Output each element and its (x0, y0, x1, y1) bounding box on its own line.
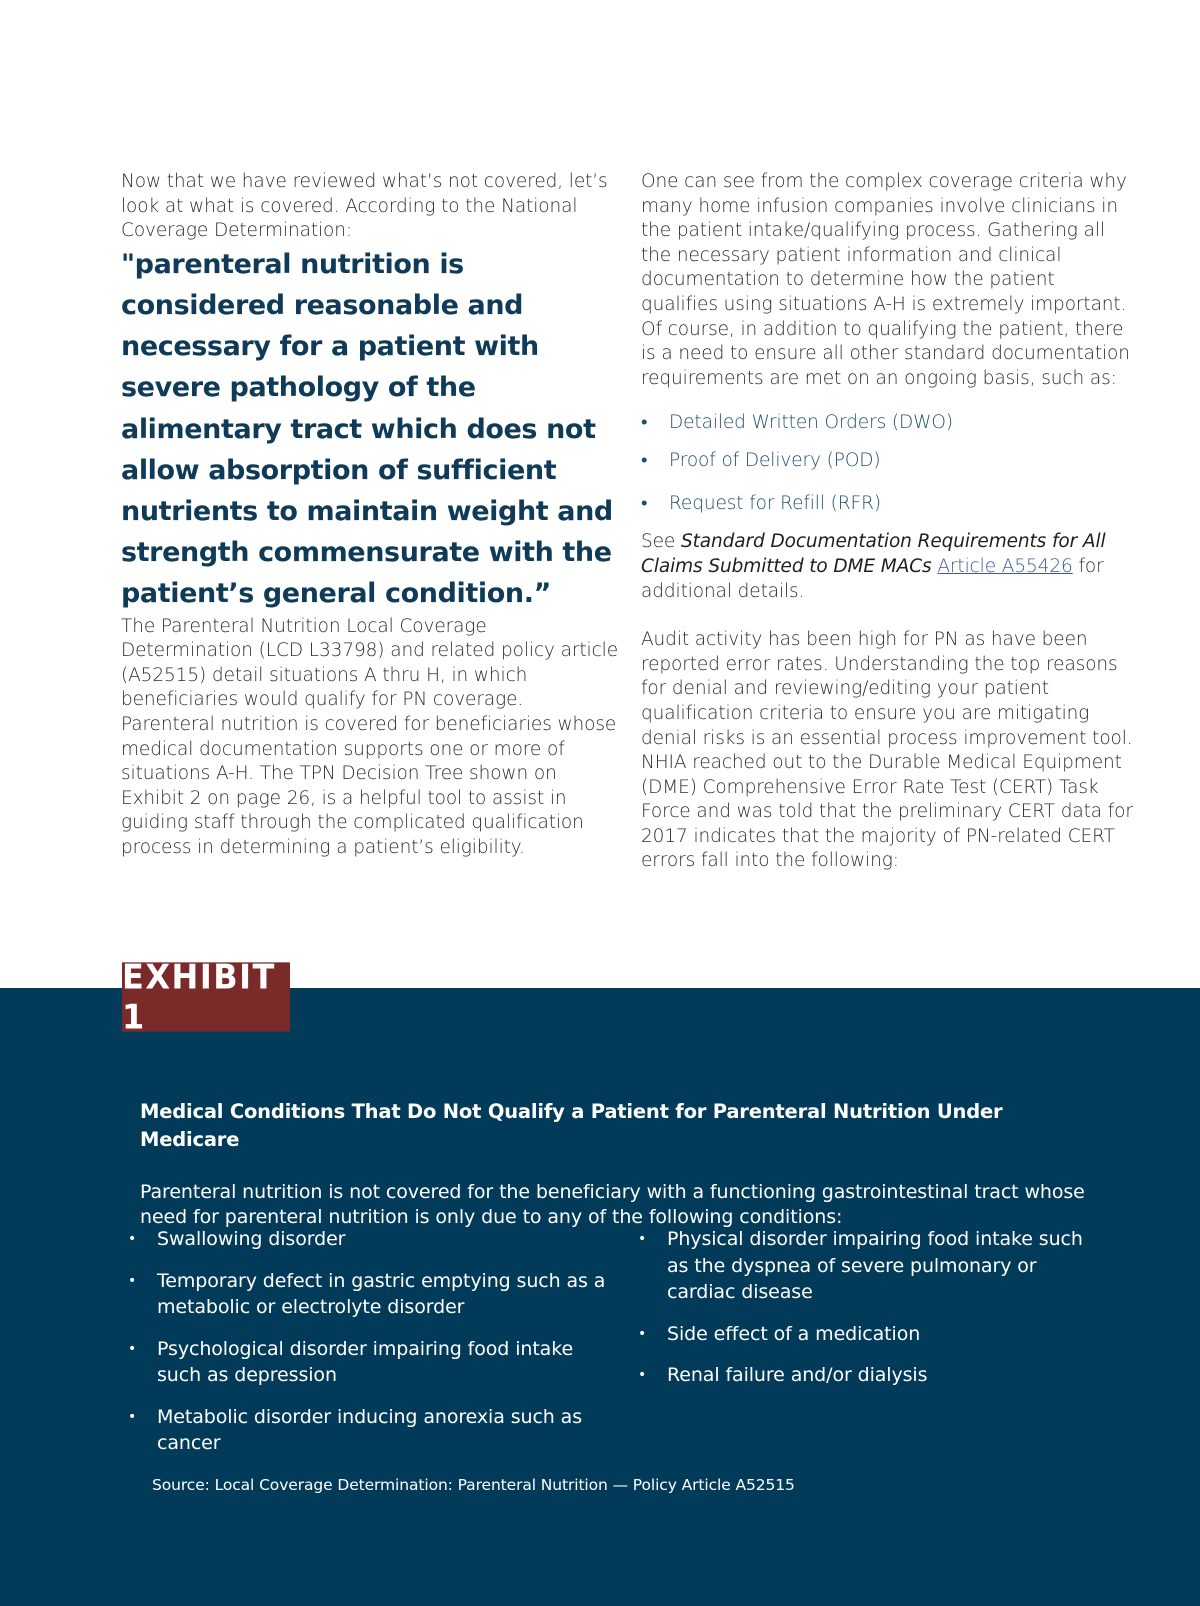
pull-quote: "parenteral nutrition is considered reasonable and necessary for a patient with severe pathology of the alimentary tract which does not allow absorption of sufficient nutrients to maintain weight and strength commensurate with the patient’s general condition.” (121, 248, 613, 610)
list-item (641, 492, 1136, 516)
condition-label: Renal failure and/or dialysis (667, 1364, 928, 1386)
conditions-list-right (638, 1226, 1108, 1404)
left-intro-paragraph: Now that we have reviewed what’s not covered, let’s look at what is covered. According to the National Coverage Determination: (121, 171, 608, 242)
list-item (128, 1336, 618, 1389)
exhibit-source: Source: Local Coverage Determination: Parenteral Nutrition — Policy Article A52515 (152, 1476, 795, 1494)
exhibit-title: Medical Conditions That Do Not Qualify a Patient for Parenteral Nutrition Under Medicare (140, 1100, 1003, 1151)
exhibit-tag: EXHIBIT 1 (122, 962, 290, 1031)
list-item (641, 449, 1136, 473)
bullet-icon: • (641, 493, 648, 515)
bullet-icon: • (128, 1408, 137, 1425)
bullet-icon: • (128, 1231, 137, 1247)
exhibit-intro: Parenteral nutrition is not covered for the beneficiary with a functioning gastrointestinal tract whose need for parenteral nutrition is only due to any of the following conditions: (140, 1181, 1085, 1228)
bullet-icon: • (638, 1325, 647, 1342)
audit-paragraph: Audit activity has been high for PN as have been reported error rates. Understanding the top reasons for denial and reviewing/editing your patient qualification criteria to ensure you are mitigating denial risks is an essential process improvement tool. NHIA reached out to the Durable Medical Equipment (DME) Comprehensive Error Rate Test (CERT) Task Force and was told that the preliminary CERT data for 2017 indicates that the majority of PN-related CERT errors fall into the following: (641, 629, 1133, 872)
list-item (641, 411, 1136, 435)
see-suffix: for additional details. (641, 555, 1104, 602)
left-column (121, 170, 619, 861)
condition-label: Physical disorder impairing food intake such as the dyspnea of severe pulmonary or cardiac disease (667, 1228, 1083, 1303)
bullet-icon: • (638, 1367, 647, 1383)
condition-label: Metabolic disorder inducing anorexia such as cancer (157, 1405, 583, 1454)
list-item (638, 1362, 1108, 1389)
bullet-icon: • (128, 1340, 137, 1357)
conditions-list-left (128, 1226, 618, 1472)
requirement-label: Proof of Delivery (POD) (669, 450, 881, 472)
list-item (128, 1268, 618, 1321)
condition-label: Swallowing disorder (157, 1228, 346, 1250)
condition-label: Temporary defect in gastric emptying such as a metabolic or electrolyte disorder (157, 1269, 606, 1318)
requirement-label: Request for Refill (RFR) (669, 493, 881, 515)
list-item (638, 1226, 1108, 1306)
list-item (128, 1404, 618, 1457)
list-item (128, 1226, 618, 1253)
right-column (641, 170, 1136, 874)
right-intro-paragraph: One can see from the complex coverage criteria why many home infusion companies involve clinicians in the patient intake/qualifying process. Gathering all the necessary patient information and clinical documentation to determine how the patient qualifies using situations A-H is extremely important. Of course, in addition to qualifying the patient, there is a need to ensure all other standard documentation requirements are met on an ongoing basis, such as: (641, 171, 1130, 389)
see-article-paragraph (641, 530, 1136, 604)
article-link[interactable]: Article A55426 (937, 555, 1073, 577)
list-item (638, 1321, 1108, 1348)
see-prefix: See (641, 531, 681, 553)
bullet-icon: • (641, 450, 648, 472)
documentation-requirements-list (641, 411, 1136, 516)
requirement-label: Detailed Written Orders (DWO) (669, 412, 953, 434)
bullet-icon: • (641, 412, 648, 434)
exhibit-content (128, 1098, 1100, 1454)
left-body-paragraph: The Parenteral Nutrition Local Coverage Determination (LCD L33798) and related policy article (A52515) detail situations A thru H, in which beneficiaries would qualify for PN coverage. Parenteral nutrition is covered for beneficiaries whose medical documentation supports one or more of situations A-H. The TPN Decision Tree shown on Exhibit 2 on page 26, is a helpful tool to assist in guiding staff through the complicated qualification process in determining a patient’s eligibility. (121, 615, 618, 858)
bullet-icon: • (638, 1231, 647, 1247)
condition-label: Side effect of a medication (667, 1322, 921, 1345)
see-document-title: Standard Documentation Requirements for All Claims Submitted to DME MACs (641, 531, 1106, 577)
condition-label: Psychological disorder impairing food intake such as depression (157, 1337, 574, 1386)
bullet-icon: • (128, 1272, 137, 1289)
